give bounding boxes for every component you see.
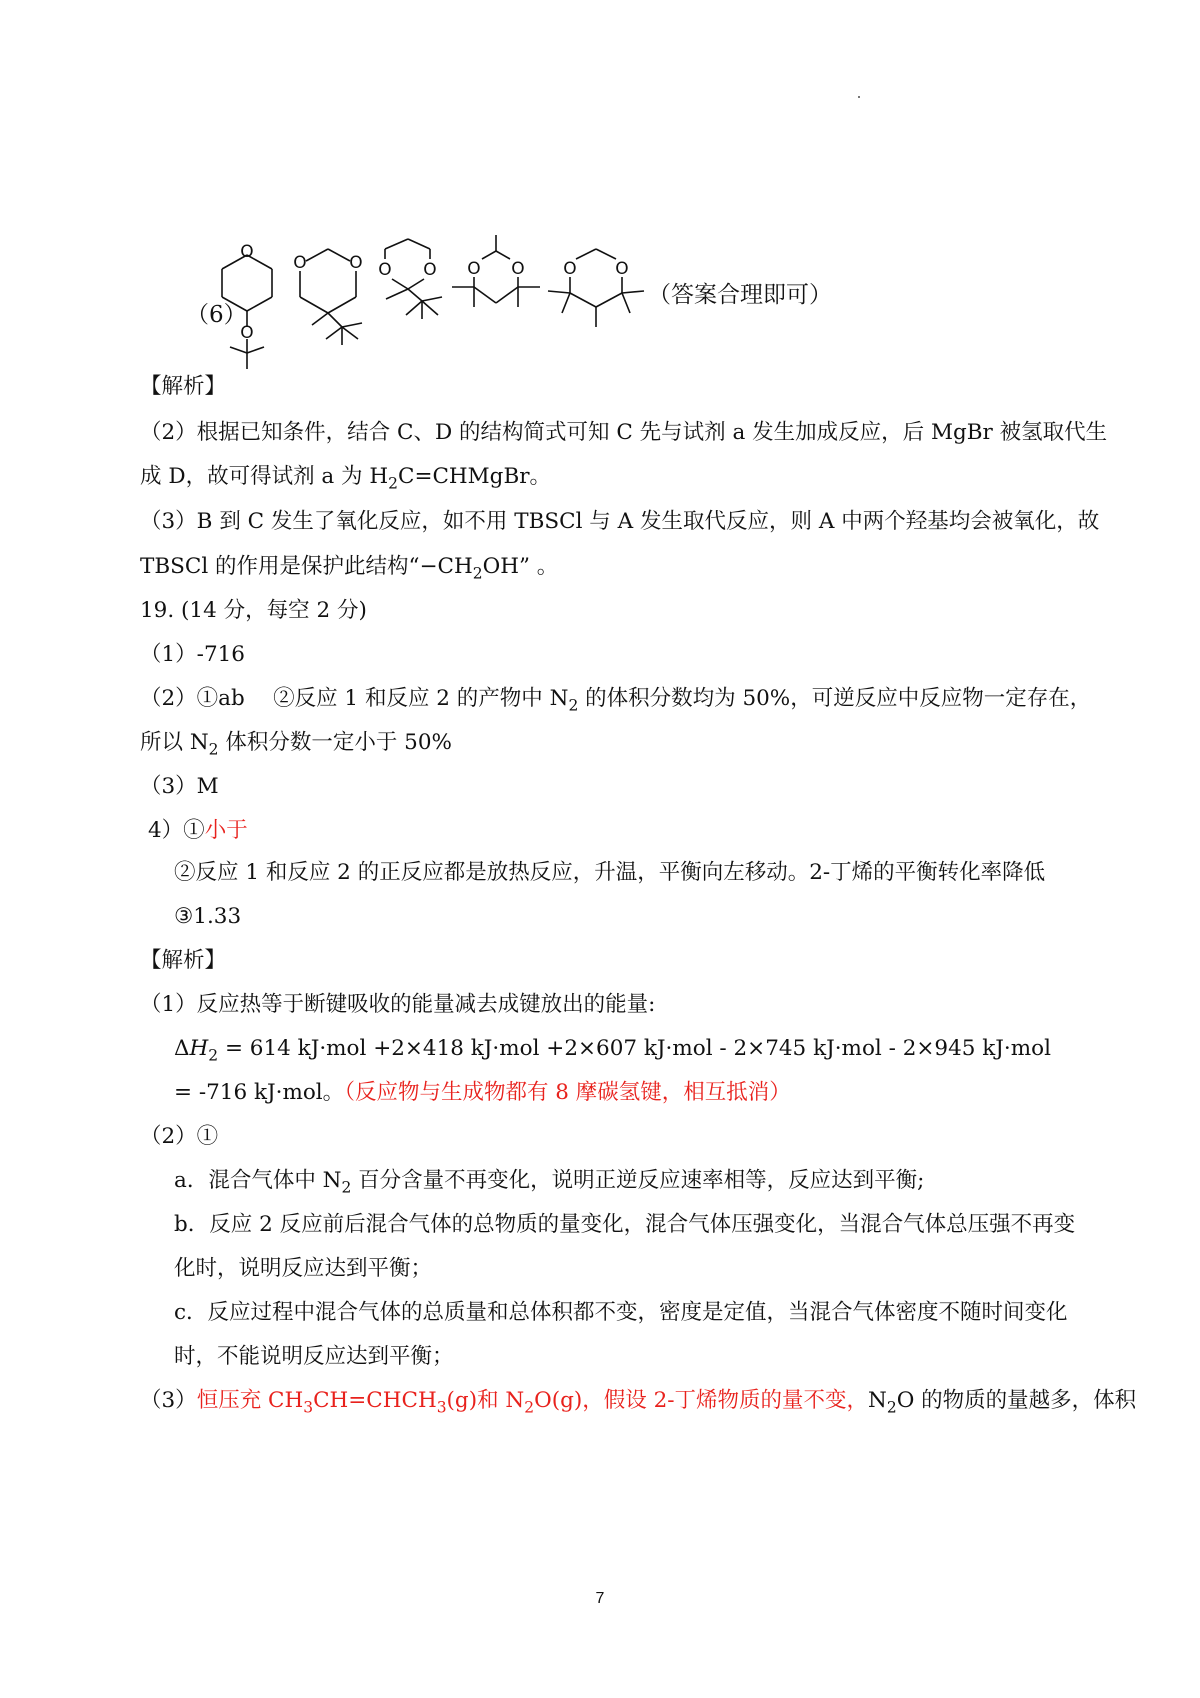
- sec2-e1: （1）反应热等于断键吸收的能量减去成键放出的能量:: [140, 992, 656, 1017]
- q6-label: （6）: [186, 302, 247, 328]
- sec2-e2c-1: c．反应过程中混合气体的总质量和总体积都不变，密度是定值，当混合气体密度不随时间变化: [174, 1300, 1068, 1325]
- atom-o-2a: O: [293, 253, 307, 273]
- analysis-heading-1: 【解析】: [140, 374, 227, 399]
- sec2-e2c-2: 时，不能说明反应达到平衡；: [174, 1344, 454, 1369]
- sec2-e2a: a．混合气体中 $N_2$ 百分含量不再变化，说明正逆反应速率相等，反应达到平衡;: [174, 1168, 925, 1197]
- sec1-p3-line2: TBSCl 的作用是保护此结构“$-CH_2OH$” 。: [140, 554, 559, 583]
- q19-a4-3: ③1.33: [174, 904, 242, 929]
- atom-o-1b: O: [240, 323, 254, 343]
- sec2-e2b-1: b．反应 2 反应前后混合气体的总物质的量变化，混合气体压强变化，当混合气体总压强不再变: [174, 1212, 1076, 1237]
- q19-a1: （1）-716: [140, 642, 245, 667]
- structure-1: [222, 255, 272, 369]
- scan-dot: [858, 96, 860, 98]
- sec2-e3: （3）恒压充 $CH_3CH=CHCH_3(g)$和 $N_2O(g)$，假设 2-丁烯物质的量不变，$N_2O$ 的物质的量越多，体积: [140, 1388, 1137, 1417]
- analysis-heading-2: 【解析】: [140, 948, 227, 973]
- q19-a2-line2: 所以 $N_2$ 体积分数一定小于 50%: [140, 730, 452, 759]
- page-number: 7: [595, 1590, 605, 1607]
- sec2-e2b-2: 化时，说明反应达到平衡；: [174, 1256, 433, 1281]
- q19-a3: （3）M: [140, 774, 219, 799]
- atom-o-3b: O: [423, 260, 437, 280]
- atom-o-2b: O: [349, 253, 363, 273]
- atom-o-5b: O: [615, 259, 629, 279]
- sec2-e1-result: = -716 kJ·mol。（反应物与生成物都有 8 摩碳氢键，相互抵消）: [174, 1080, 791, 1105]
- q19-a4-2: ②反应 1 和反应 2 的正反应都是放热反应，升温，平衡向左移动。2-丁烯的平衡转化率降低: [174, 860, 1046, 885]
- atom-o-1a: O: [240, 242, 254, 262]
- sec1-p2-line1: （2）根据已知条件，结合 C、D 的结构简式可知 C 先与试剂 a 发生加成反应，后 MgBr 被氢取代生: [140, 420, 1108, 445]
- atom-o-4a: O: [467, 259, 481, 279]
- atom-o-5a: O: [563, 259, 577, 279]
- q6-structures: [190, 235, 1150, 395]
- sec1-p3-line1: （3）B 到 C 发生了氧化反应，如不用 TBSCl 与 A 发生取代反应，则 A 中两个羟基均会被氧化，故: [140, 509, 1100, 534]
- q6-note: （答案合理即可）: [648, 282, 832, 308]
- atom-o-4b: O: [511, 259, 525, 279]
- q19-a2-line1: （2）①ab ②反应 1 和反应 2 的产物中 $N_2$ 的体积分数均为 50%，可逆反应中反应物一定存在，: [140, 686, 1092, 715]
- sec2-e2: （2）①: [140, 1124, 219, 1149]
- sec2-e1-equation: $\Delta H_2 = 614$ kJ·mol +2×418 kJ·mol +2×607 kJ·mol - 2×745 kJ·mol - 2×945 kJ·mol: [174, 1036, 1051, 1065]
- q19-title: 19. (14 分，每空 2 分): [140, 598, 367, 623]
- structure-4: [452, 235, 540, 307]
- sec1-p2-line2: 成 D，故可得试剂 a 为 $H_2C=CHMgBr$。: [140, 464, 552, 493]
- q19-a4: 4）①小于: [148, 818, 248, 843]
- atom-o-3a: O: [378, 260, 392, 280]
